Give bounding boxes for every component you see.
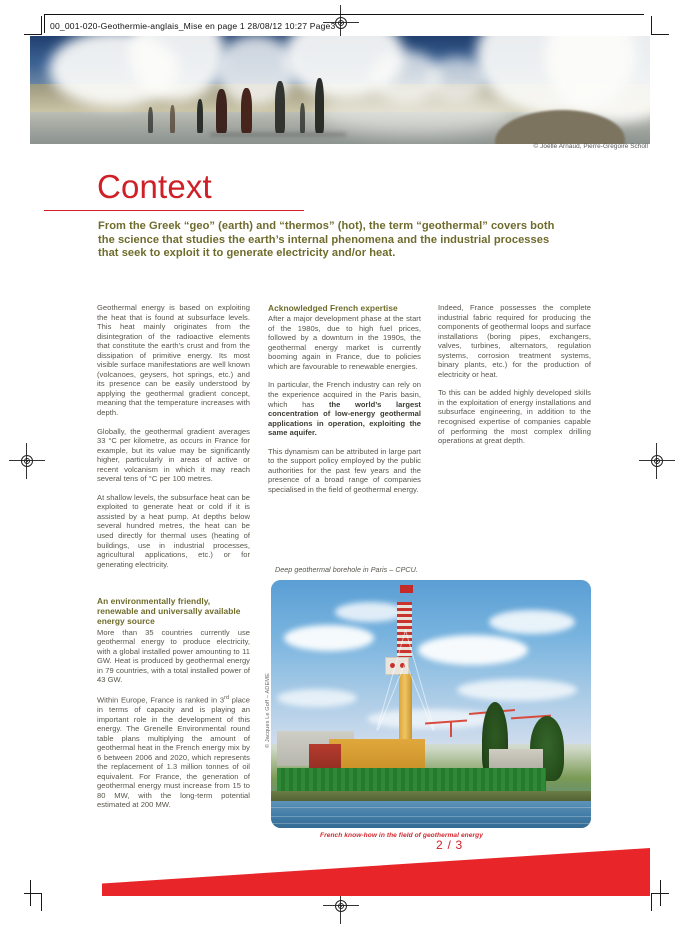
registration-mark-bottom [330, 895, 352, 917]
person-silhouette [241, 88, 252, 133]
crop-mark-bl-h [24, 893, 42, 894]
title-underline-rule [44, 210, 304, 211]
paragraph: After a major development phase at the start of the 1980s, due to high fuel prices, followed by a downturn in the 1990s, the geothermal energy market is currently booming again in France, due to policies which are favourable to renewable energies. [268, 314, 421, 371]
crop-mark-tl-v [41, 16, 42, 34]
slug-rule [44, 15, 45, 33]
cloud [418, 635, 528, 665]
water-ripple [271, 816, 591, 817]
footer-tagline: French know-how in the field of geothermal energy [320, 832, 483, 839]
text-column-2 [268, 303, 421, 504]
cloud [457, 679, 577, 701]
person-silhouette [170, 105, 175, 133]
footer-red-wedge [102, 848, 650, 896]
derrick-lower-mast [399, 674, 412, 738]
water-ripple [271, 807, 591, 808]
text-column-1 [97, 303, 250, 578]
figure-photo [271, 580, 591, 828]
crop-mark-br-v2 [660, 880, 661, 906]
green-site-fence [277, 768, 546, 790]
page-title: Context [97, 168, 212, 205]
section-heading-french-expertise: Acknowledged French expertise [268, 303, 398, 313]
section-heading-environment: An environmentally friendly, renewable and universally available energy source [97, 596, 241, 627]
paragraph: At shallow levels, the subsurface heat can be exploited to generate heat or cold if it is assisted by a heat pump. At depths below several hundred metres, the heat can be used directly for thermal uses (heating of buildings, use in industrial processes, agricultural applications, etc.) or for generating electricity. [97, 492, 250, 569]
paragraph-text: Within Europe, France is ranked in 3 [97, 695, 225, 705]
crop-mark-bl-v [41, 893, 42, 911]
person-silhouette [216, 89, 227, 133]
crop-mark-br-v [651, 893, 652, 911]
crop-mark-tl-h [24, 34, 42, 35]
paragraph: Globally, the geothermal gradient averages 33 °C per kilometre, as occurs in France for example, but its value may be significantly higher, particularly in areas of active or recent volcanism in which it may reach several tens of °C per 100 metres. [97, 426, 250, 484]
text-column-1-section-2 [97, 596, 250, 819]
emphasised-text: the world’s largest concentration of low-energy geothermal applications in operation, exploiting the same aquifer. [268, 399, 421, 438]
prepress-slug-line [44, 14, 644, 33]
canal-water [271, 801, 591, 828]
registration-mark-right [646, 450, 668, 472]
paragraph: To this can be added highly developed skills in the exploitation of energy installations and subsurface engineering, in addition to the recognised expertise of companies capable of performing the most complex drilling operations at great depth. [438, 388, 591, 446]
page-number: 2 / 3 [436, 838, 463, 852]
ground-shadow [210, 133, 346, 136]
paragraph: More than 35 countries currently use geothermal energy to produce electricity, with a global installed power amounting to 11 GW. Heat is produced by geothermal energy in 79 countries, with a total installed power of 43 GW. [97, 627, 250, 685]
derrick-top [400, 585, 413, 593]
cloud [284, 625, 374, 651]
figure-photo-credit: © Jacques Le Goff – ADEME [265, 673, 271, 748]
person-silhouette [148, 107, 153, 133]
figure-caption: Deep geothermal borehole in Paris – CPCU. [275, 565, 418, 574]
person-silhouette [315, 78, 324, 133]
text-column-3 [438, 303, 591, 455]
ordinal-suffix: rd [224, 694, 229, 701]
slug-text: 00_001-020-Geothermie-anglais_Mise en page 1 28/08/12 10:27 Page3 [50, 20, 336, 31]
water-ripple [271, 823, 591, 824]
paragraph-text: place in terms of capacity and is playing an important role in the development of this energy. The Grenelle Environmental round table plans multiplying the amount of geothermal heat in the French energy mix by 6 between 2006 and 2020, which represents the replacement of 1.3 million tonnes of oil equivalent. For France, the generation of geothermal energy must increase from 15 to 80 MW, with the long-term potential estimated at 200 MW. [97, 695, 250, 810]
person-silhouette [300, 103, 305, 133]
person-silhouette [275, 81, 285, 133]
crop-mark-tr-h [651, 34, 669, 35]
paragraph [268, 380, 421, 437]
crop-mark-tr-v [651, 16, 652, 34]
paragraph: This dynamism can be attributed in large part to the support policy employed by the public authorities for the past few years and the presence of a broad range of companies specialised in the field of geothermal energy. [268, 446, 421, 494]
paragraph: Indeed, France possesses the complete industrial fabric required for producing the components of geothermal loops and surface installations (boring pipes, exchangers, valves, turbines, alternators, regulation systems, corrosion treatment systems, binary plants, etc.) for the production of electricity or heat. [438, 303, 591, 379]
hero-photo-credit: © Joëlle Arnaud, Pierre-Grégoire Scholl [533, 143, 648, 150]
tower-crane-mast [450, 721, 452, 737]
paragraph-text: In particular, the French industry can rely on the experience acquired in the Paris basin, which has [268, 380, 421, 409]
hero-banner-photo [30, 36, 650, 144]
registration-mark-left [16, 450, 38, 472]
cloud [489, 610, 575, 634]
person-silhouette [197, 99, 203, 133]
paragraph [97, 694, 250, 810]
figure-drilling-rig [271, 580, 591, 828]
paragraph: Geothermal energy is based on exploiting the heat that is found at subsurface levels. This heat mainly originates from the disintegration of the radioactive elements that constitute the earth’s crust and from the dissipation of primitive energy. Its most visible surface manifestations are well known (volcanoes, geysers, hot springs, etc.) and its presence can be easily understood by applying the geothermal gradient concept, meaning that the temperature increases with depth. [97, 303, 250, 418]
standfirst-intro: From the Greek “geo” (earth) and “thermos” (hot), the term “geothermal” covers both the science that studies the earth’s internal phenomena and the industrial processes that seek to exploit it to generate electricity and/or heat. [98, 220, 555, 260]
crop-mark-bl-v2 [30, 880, 31, 906]
